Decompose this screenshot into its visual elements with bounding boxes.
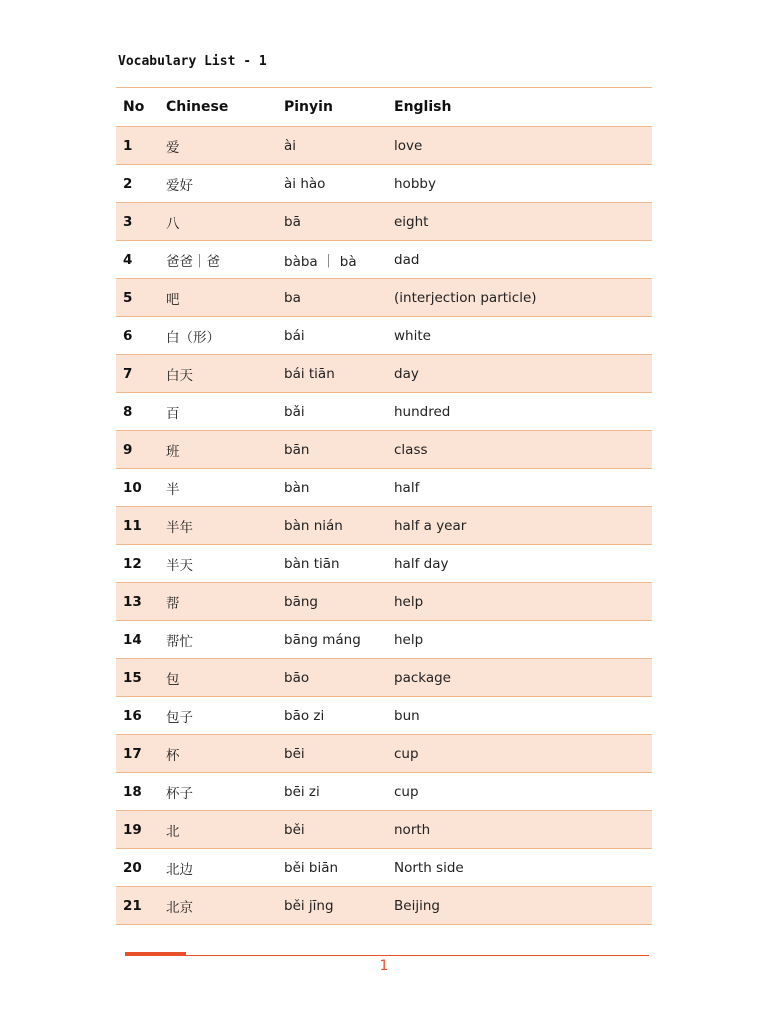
cell-chinese: 杯 <box>166 747 180 764</box>
cell-english: hundred <box>394 403 451 420</box>
table-header-row <box>116 88 652 127</box>
table-row <box>116 393 652 431</box>
cell-chinese: 白（形） <box>166 329 220 346</box>
table-row <box>116 355 652 393</box>
cell-pinyin: bàn tiān <box>284 555 340 572</box>
cell-english: Beijing <box>394 897 440 914</box>
cell-pinyin: bái <box>284 327 305 344</box>
cell-pinyin: běi jīng <box>284 897 334 914</box>
cell-no: 10 <box>123 479 142 496</box>
cell-no: 6 <box>123 327 133 344</box>
cell-no: 19 <box>123 821 142 838</box>
cell-english: eight <box>394 213 429 230</box>
cell-english: white <box>394 327 431 344</box>
cell-chinese: 八 <box>166 215 180 232</box>
page-number: 1 <box>379 958 389 974</box>
cell-pinyin: ba <box>284 289 301 306</box>
footer-divider <box>125 955 649 956</box>
document-title: Vocabulary List - 1 <box>118 54 267 69</box>
table-row <box>116 849 652 887</box>
cell-no: 15 <box>123 669 142 686</box>
cell-chinese: 半年 <box>166 519 193 536</box>
cell-no: 1 <box>123 137 133 154</box>
header-no: No <box>123 99 145 115</box>
table-row <box>116 317 652 355</box>
cell-pinyin: bái tiān <box>284 365 335 382</box>
table-row <box>116 469 652 507</box>
cell-no: 16 <box>123 707 142 724</box>
table-row <box>116 773 652 811</box>
table-row <box>116 811 652 849</box>
cell-chinese: 百 <box>166 405 180 422</box>
cell-english: half day <box>394 555 449 572</box>
header-english: English <box>394 99 452 115</box>
cell-no: 14 <box>123 631 142 648</box>
cell-english: hobby <box>394 175 436 192</box>
table-row <box>116 127 652 165</box>
table-row <box>116 279 652 317</box>
cell-english: help <box>394 593 424 610</box>
cell-no: 11 <box>123 517 142 534</box>
cell-pinyin: běi <box>284 821 305 838</box>
cell-pinyin: bāo zi <box>284 707 325 724</box>
cell-no: 13 <box>123 593 142 610</box>
cell-pinyin: bàn <box>284 479 310 496</box>
cell-english: North side <box>394 859 464 876</box>
cell-pinyin: bàn nián <box>284 517 343 534</box>
cell-english: half <box>394 479 420 496</box>
cell-english: dad <box>394 251 420 268</box>
cell-english: package <box>394 669 451 686</box>
cell-pinyin: bāng <box>284 593 318 610</box>
cell-no: 3 <box>123 213 133 230</box>
cell-pinyin: bāng máng <box>284 631 361 648</box>
header-chinese: Chinese <box>166 99 229 115</box>
cell-chinese: 白天 <box>166 367 193 384</box>
vocabulary-table <box>116 87 652 925</box>
cell-english: help <box>394 631 424 648</box>
cell-pinyin: bā <box>284 213 301 230</box>
cell-pinyin: bāo <box>284 669 310 686</box>
table-row <box>116 507 652 545</box>
cell-no: 4 <box>123 251 133 268</box>
cell-pinyin: ài hào <box>284 175 326 192</box>
header-pinyin: Pinyin <box>284 99 333 115</box>
table-row <box>116 583 652 621</box>
cell-no: 21 <box>123 897 142 914</box>
cell-english: day <box>394 365 419 382</box>
cell-chinese: 北京 <box>166 899 193 916</box>
cell-english: bun <box>394 707 420 724</box>
cell-chinese: 包子 <box>166 709 193 726</box>
cell-english: (interjection particle) <box>394 289 537 306</box>
table-row <box>116 659 652 697</box>
cell-no: 7 <box>123 365 133 382</box>
cell-pinyin: bān <box>284 441 310 458</box>
cell-chinese: 半 <box>166 481 180 498</box>
table-row <box>116 431 652 469</box>
cell-no: 17 <box>123 745 142 762</box>
table-row <box>116 165 652 203</box>
table-row <box>116 735 652 773</box>
cell-chinese: 帮忙 <box>166 633 193 650</box>
table-row <box>116 621 652 659</box>
cell-no: 18 <box>123 783 142 800</box>
cell-pinyin: běi biān <box>284 859 339 876</box>
cell-no: 12 <box>123 555 142 572</box>
cell-english: cup <box>394 783 419 800</box>
cell-chinese: 吧 <box>166 291 180 308</box>
cell-chinese: 北边 <box>166 861 193 878</box>
table-row <box>116 241 652 279</box>
cell-english: love <box>394 137 423 154</box>
cell-pinyin: bēi zi <box>284 783 320 800</box>
cell-no: 9 <box>123 441 133 458</box>
cell-pinyin: bàba ｜ bà <box>284 253 357 270</box>
cell-english: half a year <box>394 517 467 534</box>
cell-chinese: 爱 <box>166 139 180 156</box>
cell-no: 20 <box>123 859 142 876</box>
cell-no: 2 <box>123 175 133 192</box>
cell-pinyin: bēi <box>284 745 305 762</box>
cell-chinese: 北 <box>166 823 180 840</box>
cell-chinese: 包 <box>166 671 180 688</box>
cell-no: 8 <box>123 403 133 420</box>
cell-english: class <box>394 441 428 458</box>
cell-chinese: 班 <box>166 443 180 460</box>
cell-pinyin: bǎi <box>284 403 305 420</box>
table-row <box>116 887 652 925</box>
cell-chinese: 帮 <box>166 595 180 612</box>
cell-no: 5 <box>123 289 133 306</box>
cell-english: cup <box>394 745 419 762</box>
table-body <box>116 127 652 925</box>
cell-chinese: 爱好 <box>166 177 193 194</box>
cell-chinese: 杯子 <box>166 785 193 802</box>
cell-chinese: 爸爸｜爸 <box>166 253 220 270</box>
cell-chinese: 半天 <box>166 557 193 574</box>
table-row <box>116 203 652 241</box>
table-row <box>116 545 652 583</box>
cell-english: north <box>394 821 431 838</box>
cell-pinyin: ài <box>284 137 297 154</box>
table-row <box>116 697 652 735</box>
